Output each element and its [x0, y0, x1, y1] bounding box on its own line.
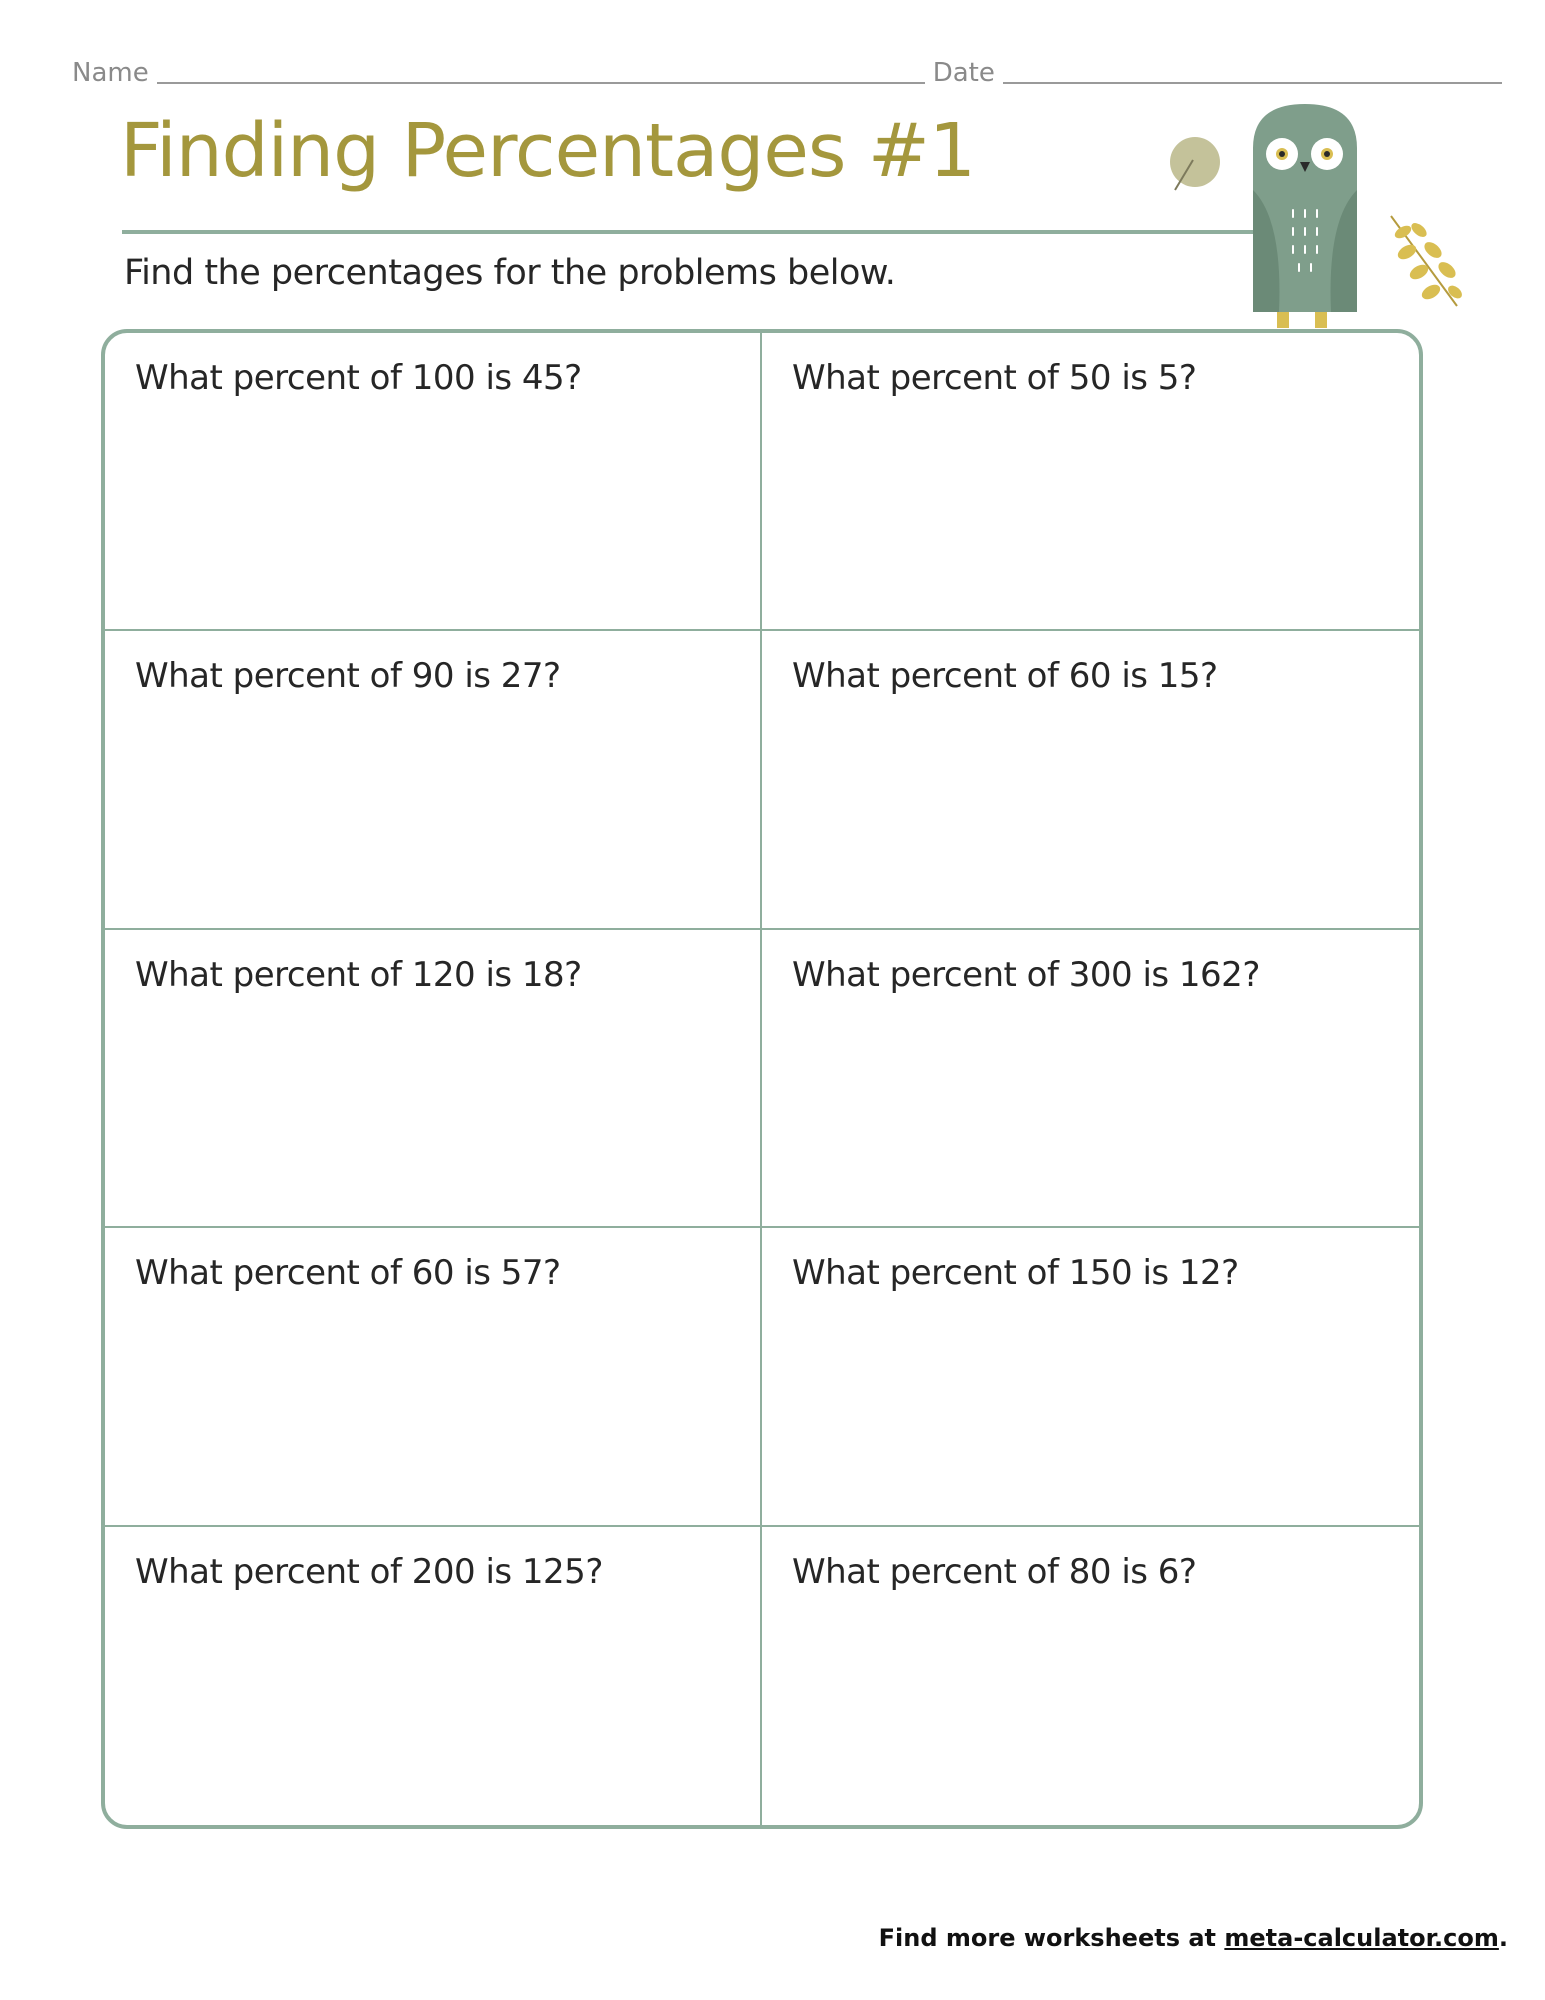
leaf-icon [1163, 136, 1223, 196]
footer [879, 1921, 1508, 1955]
problem-7[interactable]: What percent of 60 is 57? [105, 1228, 762, 1526]
footer-link[interactable]: meta-calculator.com [1224, 1924, 1499, 1952]
problem-4[interactable]: What percent of 60 is 15? [762, 631, 1419, 929]
problem-6[interactable]: What percent of 300 is 162? [762, 930, 1419, 1228]
branch-icon [1385, 212, 1465, 312]
problems-grid [101, 329, 1423, 1829]
problem-3[interactable]: What percent of 90 is 27? [105, 631, 762, 929]
problem-8[interactable]: What percent of 150 is 12? [762, 1228, 1419, 1526]
name-label: Name [72, 58, 149, 88]
date-field[interactable] [1003, 58, 1502, 84]
problem-9[interactable]: What percent of 200 is 125? [105, 1527, 762, 1825]
problem-2[interactable]: What percent of 50 is 5? [762, 333, 1419, 631]
name-field[interactable] [157, 58, 925, 84]
name-date-line [72, 54, 1502, 88]
footer-suffix: . [1498, 1924, 1508, 1952]
title-divider [122, 230, 1272, 234]
owl-icon [1245, 100, 1365, 335]
instructions: Find the percentages for the problems below. [124, 253, 896, 293]
page-title: Finding Percentages #1 [120, 108, 976, 194]
problem-10[interactable]: What percent of 80 is 6? [792, 1551, 1197, 1592]
problem-1[interactable]: What percent of 100 is 45? [105, 333, 762, 631]
footer-prefix: Find more worksheets at [878, 1924, 1225, 1952]
problem-5[interactable]: What percent of 120 is 18? [105, 930, 762, 1228]
date-label: Date [932, 58, 995, 88]
